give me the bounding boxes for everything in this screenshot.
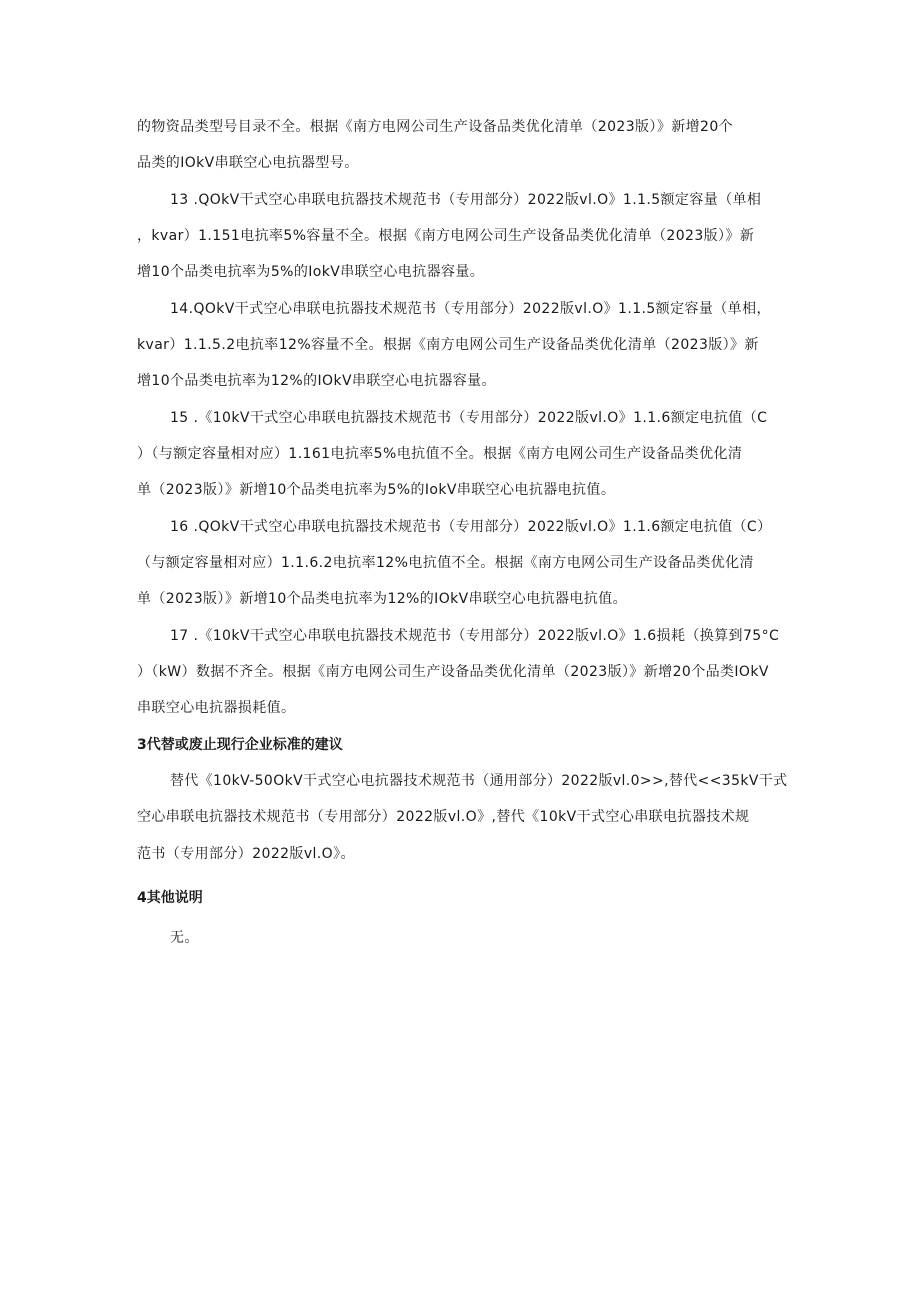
paragraph-line: （与额定容量相对应）1.1.6.2电抗率12%电抗值不全。根据《南方电网公司生产设备品类优化清	[137, 555, 754, 571]
paragraph-line: 空心串联电抗器技术规范书（专用部分）2022版vl.O》,替代《10kV干式空心串联电抗器技术规	[137, 809, 750, 825]
paragraph-line: 增10个品类电抗率为12%的IOkV串联空心电抗器容量。	[137, 373, 496, 389]
paragraph-line: ）（与额定容量相对应）1.161电抗率5%电抗值不全。根据《南方电网公司生产设备品类优化清	[137, 446, 743, 462]
paragraph-line: 增10个品类电抗率为5%的IokV串联空心电抗器容量。	[137, 264, 485, 280]
paragraph-line: 16 .QOkV干式空心串联电抗器技术规范书（专用部分）2022版vl.O》1.1.6额定电抗值（C）	[170, 519, 772, 535]
paragraph-line: ，kvar）1.151电抗率5%容量不全。根据《南方电网公司生产设备品类优化清单（2023版）》新	[137, 228, 755, 244]
section-4-heading: 4其他说明	[137, 890, 203, 906]
paragraph-line: 17 .《10kV干式空心串联电抗器技术规范书（专用部分）2022版vl.O》1.6损耗（换算到75°C	[170, 628, 780, 644]
section-4-body: 无。	[170, 930, 199, 946]
paragraph-line: kvar）1.1.5.2电抗率12%容量不全。根据《南方电网公司生产设备品类优化清单（2023版）》新	[137, 337, 759, 353]
paragraph-line: ）（kW）数据不齐全。根据《南方电网公司生产设备品类优化清单（2023版）》新增20个品类IOkV	[137, 664, 769, 680]
paragraph-line: 单（2023版）》新增10个品类电抗率为12%的IOkV串联空心电抗器电抗值。	[137, 591, 627, 607]
paragraph-line: 范书（专用部分）2022版vl.O》。	[137, 846, 355, 862]
paragraph-line: 14.QOkV干式空心串联电抗器技术规范书（专用部分）2022版vl.O》1.1.5额定容量（单相，	[170, 301, 771, 317]
section-3-heading: 3代替或废止现行企业标准的建议	[137, 737, 343, 753]
paragraph-line: 串联空心电抗器损耗值。	[137, 700, 296, 716]
paragraph-line: 的物资品类型号目录不全。根据《南方电网公司生产设备品类优化清单（2023版）》新增20个	[137, 119, 734, 135]
paragraph-line: 单（2023版）》新增10个品类电抗率为5%的IokV串联空心电抗器电抗值。	[137, 482, 616, 498]
paragraph-line: 13 .QOkV干式空心串联电抗器技术规范书（专用部分）2022版vl.O》1.1.5额定容量（单相	[170, 192, 762, 208]
paragraph-line: 15 .《10kV干式空心串联电抗器技术规范书（专用部分）2022版vl.O》1.1.6额定电抗值（C	[170, 410, 768, 426]
paragraph-line: 替代《10kV-50OkV干式空心电抗器技术规范书（通用部分）2022版vl.0>>,替代<<35kV干式	[170, 773, 788, 789]
paragraph-line: 品类的IOkV串联空心电抗器型号。	[137, 155, 359, 171]
